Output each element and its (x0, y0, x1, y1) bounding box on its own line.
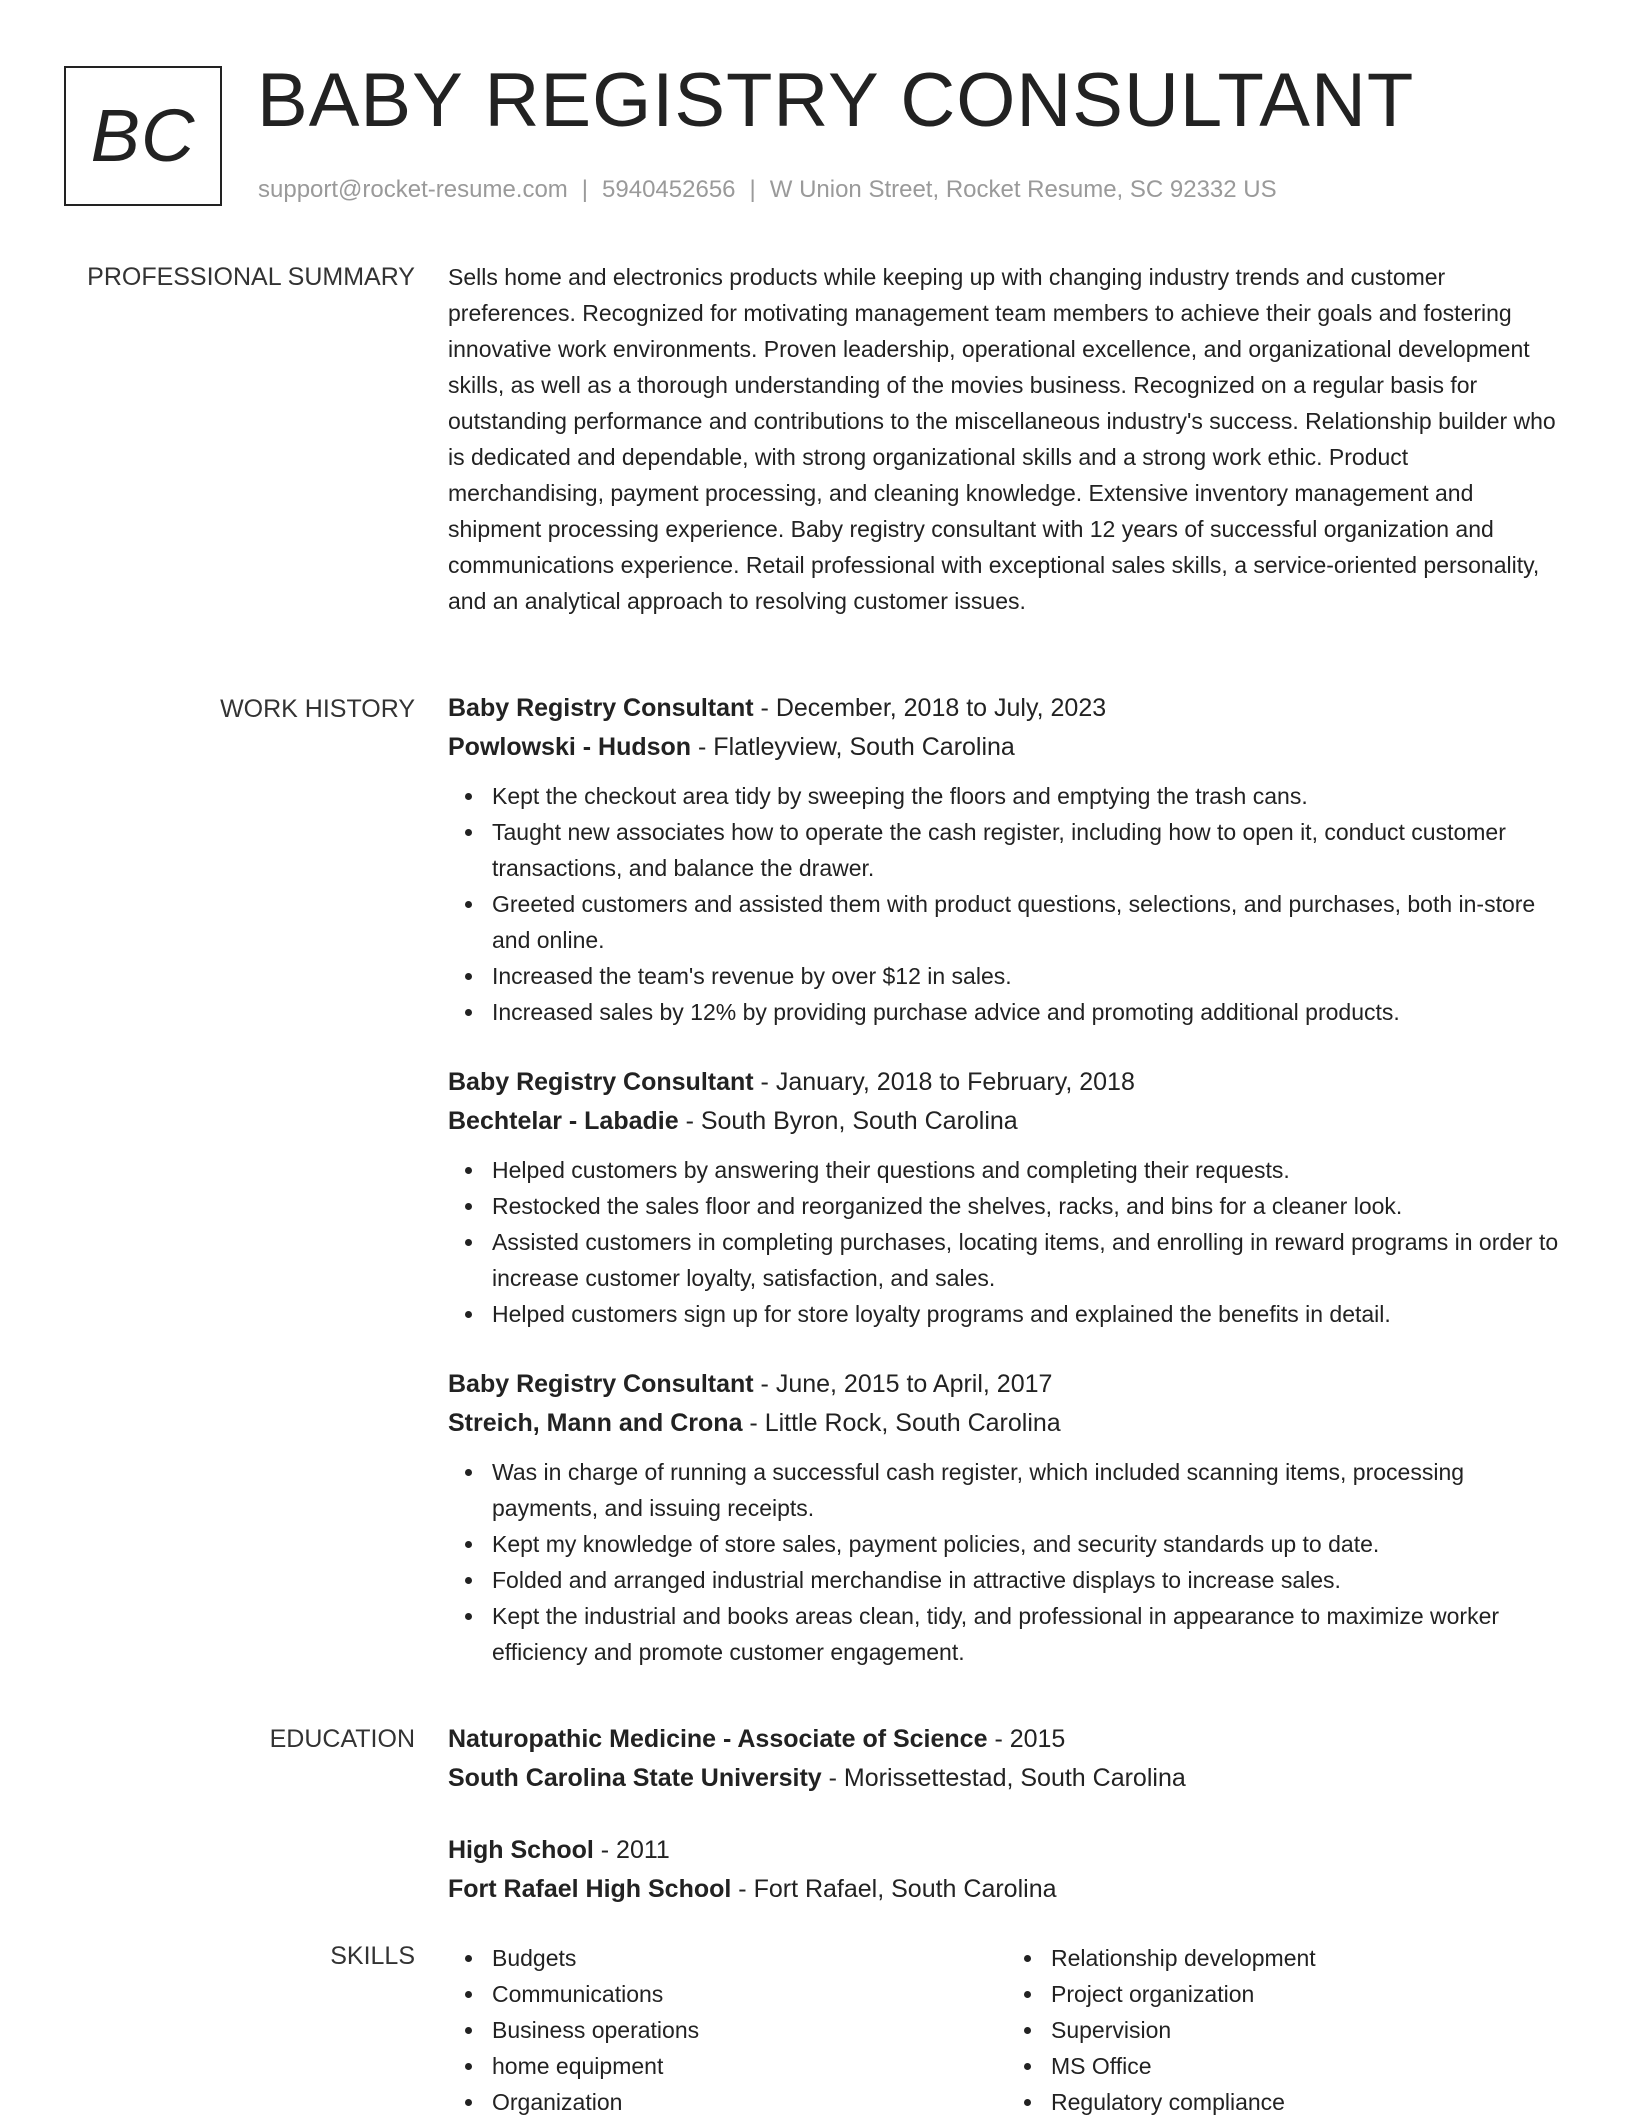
summary-text: Sells home and electronics products while keeping up with changing industry trends and customer preferences. Recognized for motivating management team members to achieve their goals and fostering innovative work environments. Proven leadership, operational excellence, and organizational development skills, as well as a thorough understanding of the movies business. Recognized on a regular basis for outstanding performance and contributions to the miscellaneous industry's success. Relationship builder who is dedicated and dependable, with strong organizational skills and a strong work ethic. Product merchandising, payment processing, and cleaning knowledge. Extensive inventory management and shipment processing experience. Baby registry consultant with 12 years of successful organization and communications experience. Retail professional with exceptional sales skills, a service-oriented personality, and an analytical approach to resolving customer issues. (448, 264, 1556, 614)
skill-item: Regulatory compliance (1051, 2084, 1566, 2120)
skill-item: Budgets (492, 1940, 1007, 1976)
education-degree: Naturopathic Medicine - Associate of Science (448, 1725, 988, 1753)
skill-item: MS Office (1051, 2048, 1566, 2084)
job-bullet: Kept the industrial and books areas clean, tidy, and professional in appearance to maximize worker efficiency and promote customer engagement. (492, 1598, 1566, 1670)
job-company: Bechtelar - Labadie (448, 1107, 679, 1135)
job-bullet: Helped customers sign up for store loyalty programs and explained the benefits in detail. (492, 1296, 1566, 1332)
contact-email: support@rocket-resume.com (258, 176, 568, 203)
skills-list-left (448, 1940, 1007, 2120)
skill-item: Business operations (492, 2012, 1007, 2048)
job-company: Streich, Mann and Crona (448, 1409, 743, 1437)
education-school-line (448, 1870, 1566, 1909)
job-bullets (448, 1454, 1566, 1670)
job-title: Baby Registry Consultant (448, 694, 754, 722)
job-bullet: Was in charge of running a successful cash register, which included scanning items, processing payments, and issuing receipts. (492, 1454, 1566, 1526)
education-school: Fort Rafael High School (448, 1875, 732, 1903)
job-entry (448, 689, 1566, 1030)
job-company-line (448, 1404, 1566, 1443)
skills-columns (448, 1940, 1566, 2120)
job-dates: - June, 2015 to April, 2017 (753, 1370, 1053, 1398)
skills-list-right (1007, 1940, 1566, 2120)
job-title: Baby Registry Consultant (448, 1370, 754, 1398)
education-location: - Fort Rafael, South Carolina (731, 1875, 1057, 1903)
skill-item: Organization (492, 2084, 1007, 2120)
education-school: South Carolina State University (448, 1764, 822, 1792)
job-bullet: Increased the team's revenue by over $12 in sales. (492, 958, 1566, 994)
section-label-skills: SKILLS (330, 1942, 415, 1970)
education-year: - 2015 (987, 1725, 1066, 1753)
skill-item: Relationship development (1051, 1940, 1566, 1976)
contact-separator: | (581, 176, 589, 203)
education-year: - 2011 (593, 1836, 670, 1864)
section-label-work-history: WORK HISTORY (220, 695, 415, 723)
job-entry (448, 1365, 1566, 1670)
job-entry (448, 1063, 1566, 1332)
job-bullet: Folded and arranged industrial merchandise in attractive displays to increase sales. (492, 1562, 1566, 1598)
education-entry (448, 1720, 1566, 1798)
skill-item: Communications (492, 1976, 1007, 2012)
job-bullets (448, 778, 1566, 1030)
job-title-line (448, 689, 1566, 728)
work-history-section (448, 689, 1566, 1670)
job-location: - South Byron, South Carolina (678, 1107, 1018, 1135)
skill-item: Supervision (1051, 2012, 1566, 2048)
contact-address: W Union Street, Rocket Resume, SC 92332 US (769, 176, 1277, 203)
contact-phone: 5940452656 (602, 176, 736, 203)
job-location: - Flatleyview, South Carolina (691, 733, 1015, 761)
job-dates: - January, 2018 to February, 2018 (753, 1068, 1135, 1096)
job-bullet: Kept the checkout area tidy by sweeping the floors and emptying the trash cans. (492, 778, 1566, 814)
job-bullets (448, 1152, 1566, 1332)
job-title: Baby Registry Consultant (448, 1068, 754, 1096)
job-location: - Little Rock, South Carolina (742, 1409, 1061, 1437)
skills-section (448, 1940, 1566, 2120)
skill-item: home equipment (492, 2048, 1007, 2084)
education-school-line (448, 1759, 1566, 1798)
job-bullet: Kept my knowledge of store sales, payment policies, and security standards up to date. (492, 1526, 1566, 1562)
job-bullet: Taught new associates how to operate the cash register, including how to open it, conduct customer transactions, and balance the drawer. (492, 814, 1566, 886)
job-company-line (448, 728, 1566, 767)
contact-separator: | (749, 176, 756, 203)
section-label-education: EDUCATION (269, 1725, 415, 1753)
job-company: Powlowski - Hudson (448, 733, 692, 761)
skill-item: Project organization (1051, 1976, 1566, 2012)
job-bullet: Assisted customers in completing purchases, locating items, and enrolling in reward programs in order to increase customer loyalty, satisfaction, and sales. (492, 1224, 1566, 1296)
job-title-line (448, 1365, 1566, 1404)
education-section (448, 1720, 1566, 1909)
job-bullet: Helped customers by answering their questions and completing their requests. (492, 1152, 1566, 1188)
education-entry (448, 1831, 1566, 1909)
education-degree: High School (448, 1836, 594, 1864)
job-bullet: Increased sales by 12% by providing purchase advice and promoting additional products. (492, 994, 1566, 1030)
monogram-box (64, 66, 222, 206)
job-bullet: Restocked the sales floor and reorganized the shelves, racks, and bins for a cleaner look. (492, 1188, 1566, 1224)
job-dates: - December, 2018 to July, 2023 (753, 694, 1107, 722)
job-title-line (448, 1063, 1566, 1102)
job-bullet: Greeted customers and assisted them with product questions, selections, and purchases, both in-store and online. (492, 886, 1566, 958)
education-location: - Morissettestad, South Carolina (821, 1764, 1186, 1792)
job-company-line (448, 1102, 1566, 1141)
education-degree-line (448, 1720, 1566, 1759)
monogram-initials: BC (90, 93, 196, 177)
contact-line (258, 175, 1277, 205)
education-degree-line (448, 1831, 1566, 1870)
resume-name: BABY REGISTRY CONSULTANT (257, 58, 1415, 143)
section-label-summary: PROFESSIONAL SUMMARY (87, 263, 415, 291)
summary-section (448, 259, 1566, 619)
